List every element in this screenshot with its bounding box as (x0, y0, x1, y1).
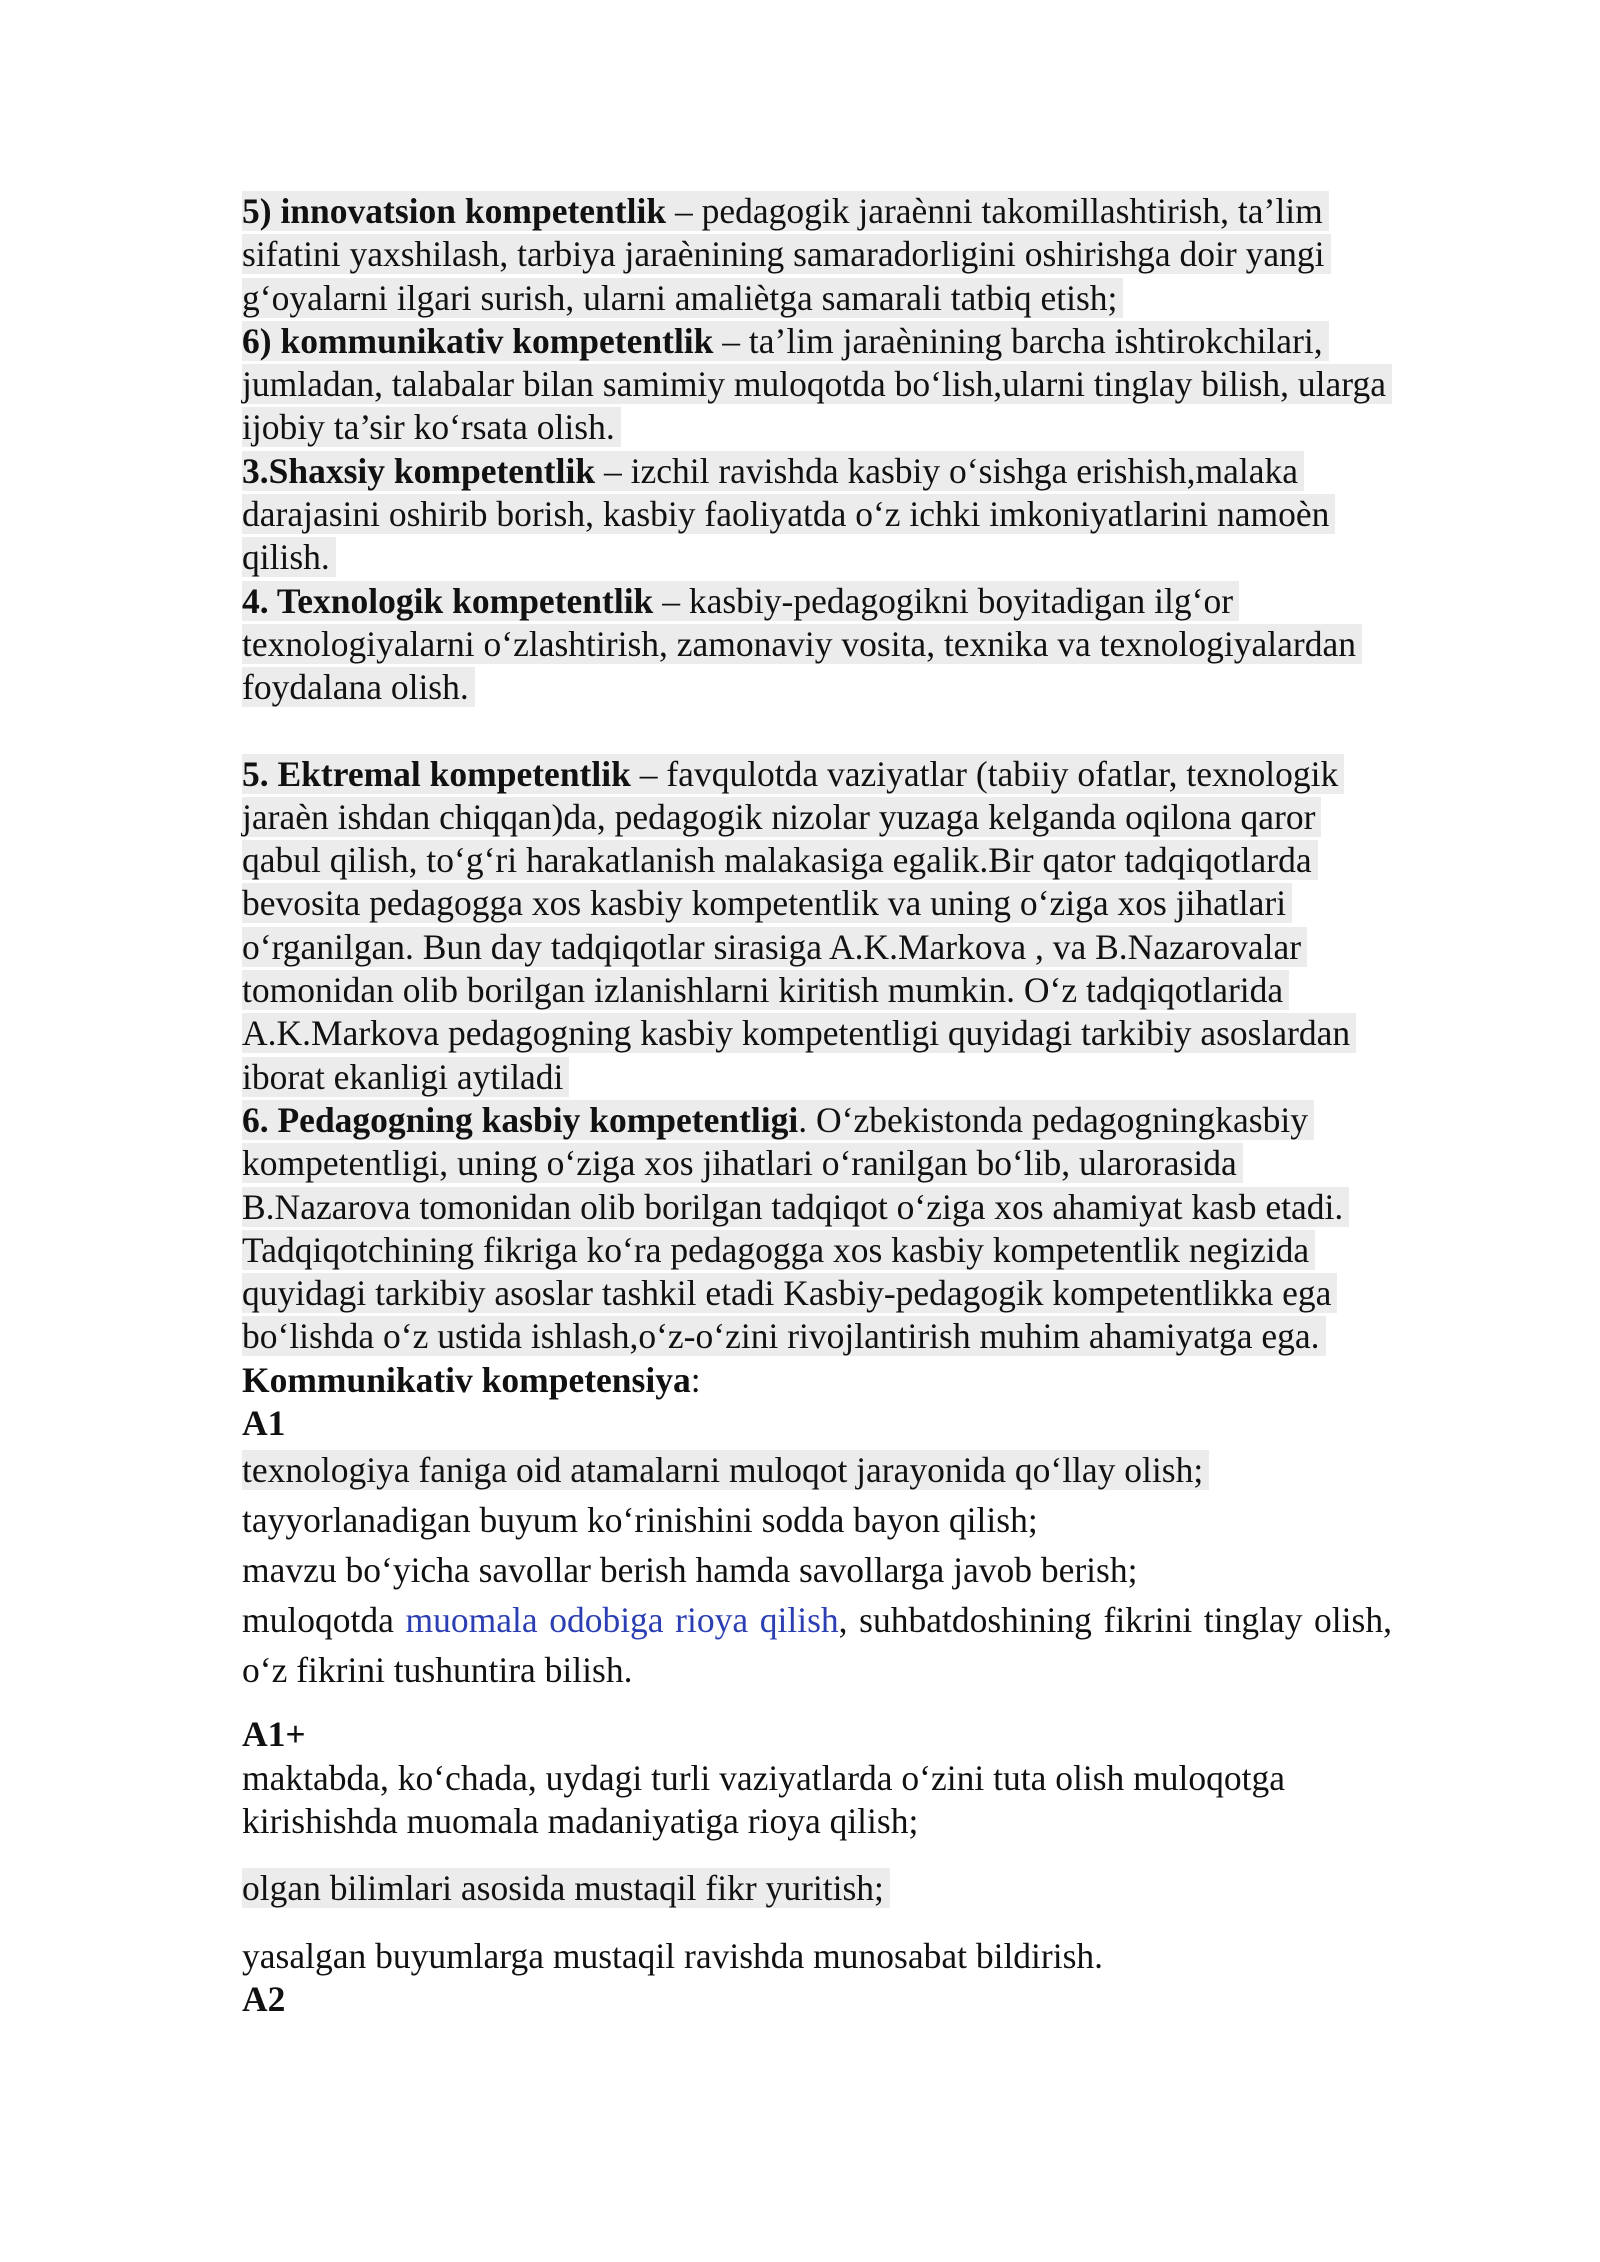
definition-innovatsion: – pedagogik jaraènni takomillashtirish, ta’lim sifatini yaxshilash, tarbiya jaraènining samaradorligini oshirishga doir yangi g‘oyalarni ilgari surish, ularni amaliètga samarali tatbiq etish; (242, 191, 1325, 318)
level-a1plus-label: A1+ (242, 1714, 306, 1755)
muomala-link[interactable]: muomala odobiga rioya qilish (405, 1600, 839, 1641)
paragraph-kommunikativ (242, 320, 1392, 450)
list-item: texnologiya faniga oid atamalarni muloqot jarayonida qo‘llay olish; (242, 1445, 1392, 1495)
term-shaxsiy: 3.Shaxsiy kompetentlik (242, 450, 596, 491)
list-item: yasalgan buyumlarga mustaqil ravishda munosabat bildirish. (242, 1935, 1104, 1976)
heading-kommunikativ-kompetensiya (242, 1359, 1392, 1402)
document-body (242, 190, 1392, 2021)
list-item: olgan bilimlari asosida mustaqil fikr yuritish; (242, 1867, 1392, 1910)
list-item: muloqotda muomala odobiga rioya qilish, suhbatdoshining fikrini tinglay olish, o‘z fikrini tushuntira bilish. (242, 1600, 1392, 1691)
paragraph-ektremal (242, 753, 1392, 1099)
term-ektremal: 5. Ektremal kompetentlik (242, 753, 631, 794)
level-a1-list (242, 1445, 1392, 1695)
definition-pedagog-kompetentligi: . O‘zbekistonda pedagogningkasbiy kompetentligi, uning o‘ziga xos jihatlari o‘ranilgan bo‘lib, ularorasida B.Nazarova tomonidan olib borilgan tadqiqot o‘ziga xos ahamiyat kasb etadi. Tadqiqotchining fikriga ko‘ra pedagogga xos kasbiy kompetentlik negizida quyidagi tarkibiy asoslar tashkil etadi Kasbiy-pedagogik kompetentlikka ega bo‘lishda o‘z ustida ishlash,o‘z-o‘zini rivojlantirish muhim ahamiyatga ega. (242, 1099, 1344, 1357)
definition-texnologik: – kasbiy-pedagogikni boyitadigan ilg‘or texnologiyalarni o‘zlashtirish, zamonaviy vosita, texnika va texnologiyalardan foydalana olish. (242, 580, 1356, 708)
paragraph-shaxsiy (242, 450, 1392, 580)
definition-kommunikativ: – ta’lim jaraènining barcha ishtirokchilari, jumladan, talabalar bilan samimiy muloqotda bo‘lish,ularni tinglay bilish, ularga ijobiy ta’sir ko‘rsata olish. (242, 320, 1386, 448)
spacer (242, 1843, 1392, 1867)
paragraph-pedagog-kompetentligi (242, 1099, 1392, 1359)
definition-ektremal: – favqulotda vaziyatlar (tabiiy ofatlar, texnologik jaraèn ishdan chiqqan)da, pedagogik nizolar yuzaga kelganda oqilona qaror qabul qilish, to‘g‘ri harakatlanish malakasiga egalik.Bir qator tadqiqotlarda bevosita pedagogga xos kasbiy kompetentlik va uning o‘ziga xos jihatlari o‘rganilgan. Bun day tadqiqotlar sirasiga A.K.Markova , va B.Nazarovalar tomonidan olib borilgan izlanishlarni kiritish mumkin. O‘z tadqiqotlarida A.K.Markova pedagogning kasbiy kompetentligi quyidagi tarkibiy asoslardan iborat ekanligi aytiladi (242, 753, 1351, 1097)
blank-line (242, 710, 1392, 753)
definition-shaxsiy: – izchil ravishda kasbiy o‘sishga erishish,malaka darajasini oshirib borish, kasbiy faoliyatda o‘z ichki imkoniyatlarini namoèn qilish. (242, 450, 1330, 578)
heading-kommunikativ-bold: Kommunikativ kompetensiya (242, 1359, 691, 1400)
level-a1-label: A1 (242, 1403, 286, 1444)
paragraph-innovatsion (242, 190, 1392, 320)
term-pedagog-kompetentligi: 6. Pedagogning kasbiy kompetentligi (242, 1099, 799, 1140)
term-texnologik: 4. Texnologik kompetentlik (242, 580, 654, 621)
list-item: mavzu bo‘yicha savollar berish hamda savollarga javob berish; (242, 1550, 1138, 1591)
term-innovatsion: 5) innovatsion kompetentlik (242, 191, 667, 231)
list-item: tayyorlanadigan buyum ko‘rinishini sodda bayon qilish; (242, 1500, 1038, 1541)
level-a2-label: A2 (242, 1978, 286, 2019)
paragraph-texnologik (242, 580, 1392, 710)
list-item: maktabda, ko‘chada, uydagi turli vaziyatlarda o‘zini tuta olish muloqotga kirishishda muomala madaniyatiga rioya qilish; (242, 1757, 1285, 1841)
term-kommunikativ: 6) kommunikativ kompetentlik (242, 320, 714, 361)
heading-kommunikativ-colon: : (690, 1359, 701, 1400)
spacer (242, 1911, 1392, 1935)
spacer (242, 1695, 1392, 1713)
level-a1plus-list (242, 1757, 1392, 1978)
